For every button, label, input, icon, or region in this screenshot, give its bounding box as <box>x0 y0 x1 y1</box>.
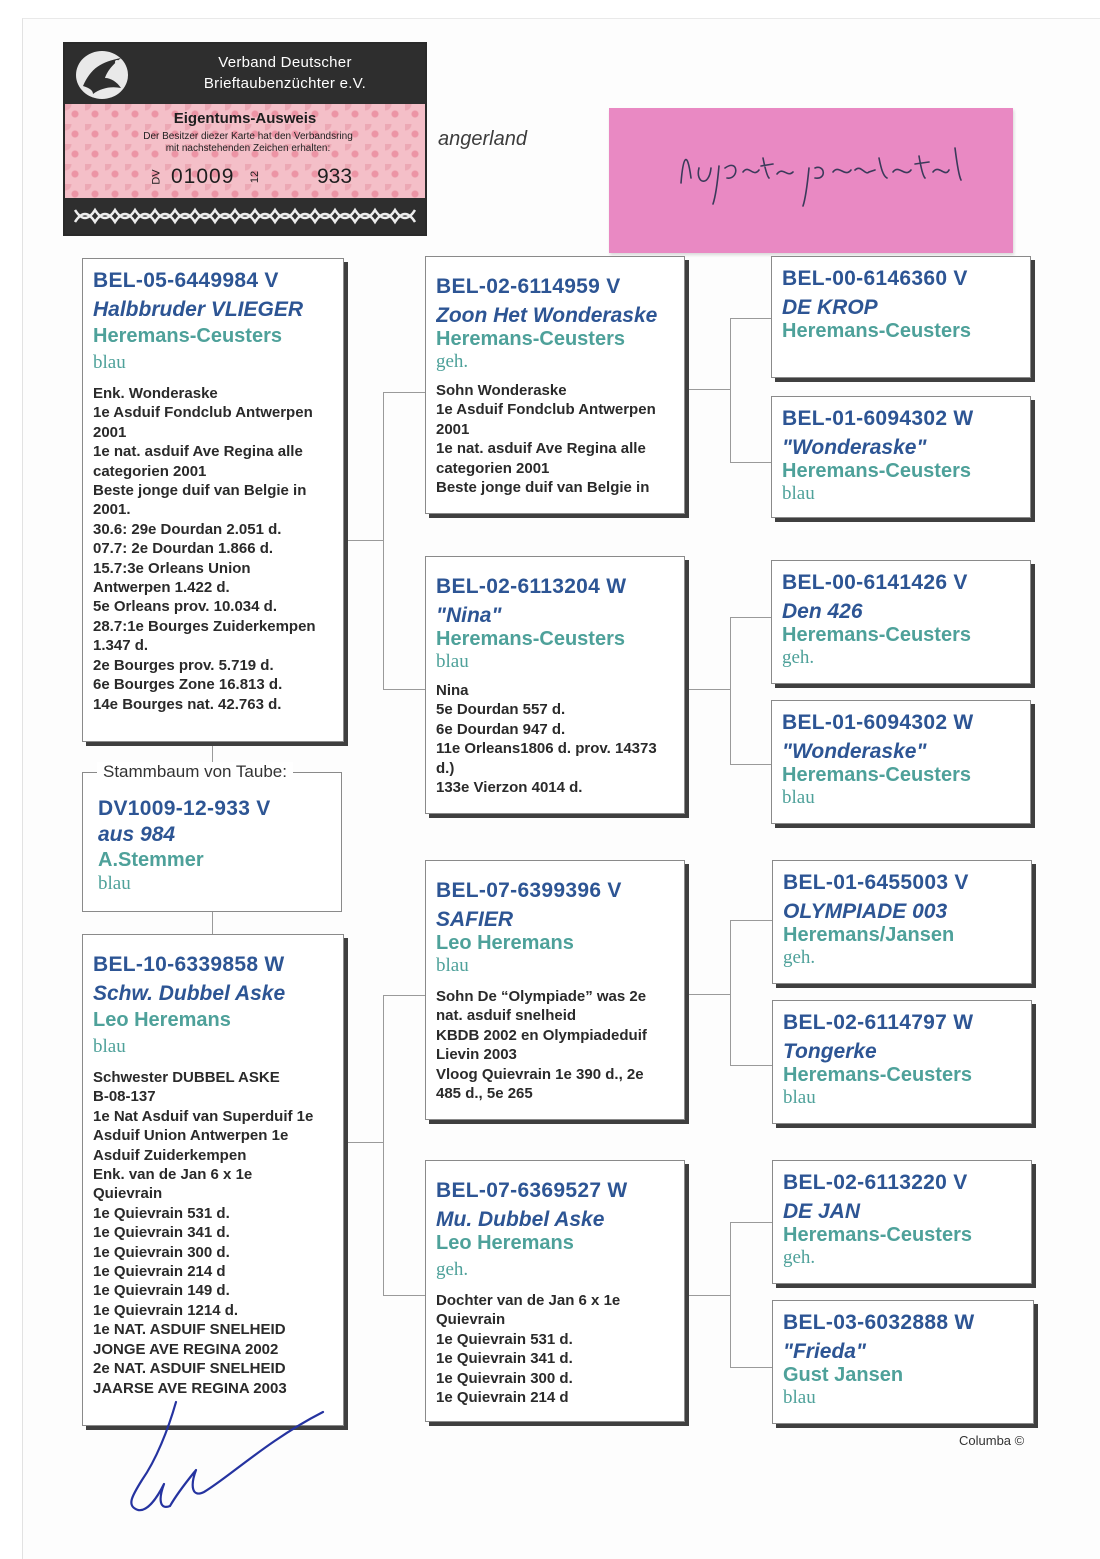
card-year: 12 <box>249 170 262 184</box>
pigeon-name: "Wonderaske" <box>782 740 927 763</box>
connector <box>730 617 772 618</box>
note-line: 1e Quievrain 1214 d. <box>93 1301 239 1319</box>
great-grandparent-box <box>771 396 1031 518</box>
ring-number: DV1009-12-933 V <box>98 797 271 820</box>
breeder-name: Leo Heremans <box>93 1009 231 1031</box>
ring-number: BEL-00-6141426 V <box>782 571 968 594</box>
connector <box>688 994 730 995</box>
pigeon-color: geh. <box>783 1247 816 1268</box>
pigeon-name: Mu. Dubbel Aske <box>436 1208 605 1231</box>
ring-number: BEL-01-6094302 W <box>782 407 974 430</box>
ring-number: BEL-01-6094302 W <box>782 711 974 734</box>
performance-notes <box>436 987 674 1103</box>
connector <box>383 995 384 1295</box>
note-line: 30.6: 29e Dourdan 2.051 d. <box>93 520 282 538</box>
connector <box>383 392 384 689</box>
ring-number: BEL-07-6369527 W <box>436 1179 628 1202</box>
note-line: Dochter van de Jan 6 x 1e <box>436 1292 621 1309</box>
great-grandparent-box <box>771 256 1031 378</box>
note-line: 6e Dourdan 947 d. <box>436 720 566 738</box>
card-org-line2: Brieftaubenzüchter e.V. <box>203 75 367 92</box>
note-line: 2001 <box>436 420 470 438</box>
note-line: Schwester DUBBEL ASKE <box>93 1069 280 1086</box>
connector <box>383 995 425 996</box>
pigeon-name: Tongerke <box>783 1040 877 1063</box>
ring-number: BEL-01-6455003 V <box>783 871 969 894</box>
grandfather-paternal-box <box>425 256 685 514</box>
card-title: Eigentums-Ausweis <box>173 110 317 127</box>
great-grandparent-box <box>772 1300 1034 1424</box>
note-line: Enk. Wonderaske <box>93 385 218 402</box>
note-line: 1.347 d. <box>93 637 149 655</box>
great-grandparent-box <box>771 560 1031 684</box>
note-line: 14e Bourges nat. 42.763 d. <box>93 695 282 713</box>
performance-notes <box>93 1068 333 1398</box>
breeder-name: A.Stemmer <box>98 849 204 871</box>
card-ring-number <box>149 163 419 191</box>
copyright-footer: Columba © <box>959 1433 1025 1448</box>
great-grandparent-box <box>772 1160 1032 1284</box>
performance-notes <box>436 381 674 497</box>
note-line: d.) <box>436 759 455 777</box>
connector <box>730 764 772 765</box>
connector <box>688 1295 730 1296</box>
connector <box>345 1142 384 1143</box>
pigeon-color: blau <box>436 955 469 976</box>
note-line: Quievrain <box>436 1311 506 1329</box>
pigeon-color: blau <box>783 1087 816 1108</box>
pigeon-name: DE JAN <box>783 1200 861 1223</box>
note-line: 1e Nat Asduif van Superduif 1e <box>93 1107 314 1125</box>
connector <box>383 392 425 393</box>
note-line: 1e Quievrain 341 d. <box>436 1350 573 1368</box>
pigeon-name: Halbbruder VLIEGER <box>93 298 304 321</box>
connector <box>730 318 772 319</box>
note-line: 5e Orleans prov. 10.034 d. <box>93 598 277 616</box>
pigeon-name: Schw. Dubbel Aske <box>93 982 286 1005</box>
ornament-pattern-icon <box>69 202 425 230</box>
connector <box>730 920 731 1065</box>
note-line: 1e Quievrain 531 d. <box>436 1330 573 1348</box>
great-grandparent-box <box>771 700 1031 824</box>
connector <box>730 1222 731 1367</box>
note-line: Vloog Quievrain 1e 390 d., 2e <box>436 1065 644 1083</box>
great-grandparent-box <box>772 1000 1032 1124</box>
performance-notes <box>436 681 674 797</box>
card-org-line1: Verband Deutscher <box>218 54 352 71</box>
connector <box>383 689 425 690</box>
note-line: 1e Quievrain 300 d. <box>93 1243 230 1261</box>
note-line: 2001. <box>93 501 131 519</box>
connector <box>730 1367 772 1368</box>
subject-box <box>82 772 342 912</box>
ring-number: BEL-07-6399396 V <box>436 879 622 902</box>
note-line: 07.7: 2e Dourdan 1.866 d. <box>93 540 274 558</box>
note-line: 1e Quievrain 531 d. <box>93 1204 230 1222</box>
breeder-name: Heremans-Ceusters <box>783 1064 972 1086</box>
note-line: 11e Orleans1806 d. prov. 14373 <box>436 740 657 758</box>
region-title: angerland <box>438 128 527 150</box>
handwritten-note <box>669 128 969 208</box>
note-line: KBDB 2002 en Olympiadeduif <box>436 1026 647 1044</box>
father-box <box>82 258 344 742</box>
pigeon-name: "Nina" <box>436 604 502 627</box>
breeder-name: Heremans-Ceusters <box>93 325 282 347</box>
note-line: JONGE AVE REGINA 2002 <box>93 1340 279 1358</box>
grandmother-maternal-box <box>425 1160 685 1422</box>
note-line: Asduif Zuiderkempen <box>93 1146 247 1164</box>
note-line: Beste jonge duif van Belgie in <box>436 479 650 497</box>
note-line: 485 d., 5e 265 <box>436 1085 533 1103</box>
connector <box>212 912 213 934</box>
pigeon-name: "Wonderaske" <box>782 436 927 459</box>
breeder-name: Heremans-Ceusters <box>782 764 971 786</box>
connector <box>383 1295 425 1296</box>
pigeon-color: blau <box>93 352 126 373</box>
breeder-name: Leo Heremans <box>436 1232 574 1254</box>
stammbaum-label: Stammbaum von Taube: <box>97 762 293 782</box>
note-line: 1e Quievrain 214 d <box>436 1389 569 1407</box>
note-line: 2e NAT. ASDUIF SNELHEID <box>93 1360 286 1378</box>
note-line: Nina <box>436 682 469 699</box>
mother-box <box>82 934 344 1426</box>
note-line: Beste jonge duif van Belgie in <box>93 482 307 500</box>
note-line: categorien 2001 <box>93 462 207 480</box>
note-line: Lievin 2003 <box>436 1046 517 1064</box>
ring-number: BEL-02-6114959 V <box>436 275 621 298</box>
note-line: 1e Asduif Fondclub Antwerpen <box>436 401 656 419</box>
note-line: Quievrain <box>93 1185 163 1203</box>
note-line: JAARSE AVE REGINA 2003 <box>93 1379 287 1397</box>
ring-number: BEL-10-6339858 W <box>93 953 285 976</box>
note-line: 15.7:3e Orleans Union <box>93 559 251 577</box>
note-line: Antwerpen 1.422 d. <box>93 579 230 597</box>
ring-number: BEL-02-6113204 W <box>436 575 627 598</box>
grandmother-paternal-box <box>425 556 685 814</box>
connector <box>730 462 772 463</box>
note-line: 6e Bourges Zone 16.813 d. <box>93 676 283 694</box>
note-line: 2e Bourges prov. 5.719 d. <box>93 656 274 674</box>
note-line: 133e Vierzon 4014 d. <box>436 779 583 797</box>
note-line: 2001 <box>93 423 127 441</box>
pigeon-color: geh. <box>783 947 816 968</box>
pigeon-name: Zoon Het Wonderaske <box>436 304 658 327</box>
note-line: 1e Quievrain 214 d <box>93 1263 226 1281</box>
note-line: B-08-137 <box>93 1088 156 1106</box>
pigeon-name: "Frieda" <box>783 1340 866 1363</box>
pigeon-color: blau <box>783 1387 816 1408</box>
breeder-name: Heremans-Ceusters <box>782 624 971 646</box>
note-line: Enk. van de Jan 6 x 1e <box>93 1166 253 1184</box>
pigeon-color: blau <box>782 483 815 504</box>
ring-number: BEL-02-6114797 W <box>783 1011 974 1034</box>
breeder-name: Heremans-Ceusters <box>782 320 971 342</box>
connector <box>730 617 731 764</box>
breeder-name: Heremans/Jansen <box>783 924 955 946</box>
pigeon-name: Den 426 <box>782 600 863 623</box>
note-line: Asduif Union Antwerpen 1e <box>93 1127 289 1145</box>
note-line: 28.7:1e Bourges Zuiderkempen <box>93 617 316 635</box>
card-header-band <box>65 44 425 104</box>
note-line: 1e nat. asduif Ave Regina alle <box>436 440 646 458</box>
pigeon-color: geh. <box>782 647 815 668</box>
pigeon-name: SAFIER <box>436 908 514 931</box>
connector <box>730 1222 772 1223</box>
card-text-line2: mit nachstehenden Zeichen erhalten: <box>165 143 331 154</box>
pigeon-color: geh. <box>436 1259 469 1280</box>
breeder-name: Heremans-Ceusters <box>783 1224 972 1246</box>
note-line: nat. asduif snelheid <box>436 1007 577 1025</box>
breeder-name: Heremans-Ceusters <box>782 460 971 482</box>
connector <box>688 689 730 690</box>
note-line: 1e Asduif Fondclub Antwerpen <box>93 404 313 422</box>
dove-logo-icon <box>71 48 133 102</box>
pigeon-name: DE KROP <box>782 296 878 319</box>
breeder-name: Leo Heremans <box>436 932 574 954</box>
note-line: Sohn De “Olympiade” was 2e <box>436 988 647 1005</box>
note-line: 1e Quievrain 149 d. <box>93 1282 230 1300</box>
card-number: 01009 <box>171 165 235 188</box>
breeder-name: Heremans-Ceusters <box>436 328 625 350</box>
connector <box>345 540 384 541</box>
connector <box>730 318 731 462</box>
great-grandparent-box <box>772 860 1032 984</box>
note-line: 1e NAT. ASDUIF SNELHEID <box>93 1321 286 1339</box>
note-line: categorien 2001 <box>436 459 550 477</box>
note-line: 1e nat. asduif Ave Regina alle <box>93 443 303 461</box>
pigeon-color: blau <box>93 1036 126 1057</box>
pink-sticky-note <box>609 108 1013 253</box>
note-line: 1e Quievrain 341 d. <box>93 1224 230 1242</box>
performance-notes <box>93 384 333 714</box>
card-prefix: DV <box>150 169 163 185</box>
pigeon-color: geh. <box>436 351 469 372</box>
card-footer-band <box>65 198 425 234</box>
pigeon-color: blau <box>782 787 815 808</box>
pigeon-name: OLYMPIADE 003 <box>783 900 948 923</box>
pigeon-color: blau <box>98 873 131 894</box>
ring-number: BEL-02-6113220 V <box>783 1171 968 1194</box>
breeder-name: Heremans-Ceusters <box>436 628 625 650</box>
handwritten-signature <box>118 1400 338 1520</box>
pigeon-name: aus 984 <box>98 823 176 846</box>
ownership-card <box>63 42 427 236</box>
note-line: 5e Dourdan 557 d. <box>436 701 566 719</box>
card-text-line1: Der Besitzer diezer Karte hat den Verbandsring <box>143 131 353 142</box>
grandfather-maternal-box <box>425 860 685 1120</box>
ring-number: BEL-00-6146360 V <box>782 267 968 290</box>
ring-number: BEL-03-6032888 W <box>783 1311 975 1334</box>
connector <box>688 389 730 390</box>
note-line: Sohn Wonderaske <box>436 382 567 399</box>
connector <box>730 920 772 921</box>
note-line: 1e Quievrain 300 d. <box>436 1369 573 1387</box>
breeder-name: Gust Jansen <box>783 1364 904 1386</box>
card-text <box>113 131 383 155</box>
pigeon-color: blau <box>436 651 469 672</box>
card-sequence: 933 <box>317 165 353 188</box>
performance-notes <box>436 1291 674 1407</box>
ring-number: BEL-05-6449984 V <box>93 269 279 292</box>
connector <box>730 1065 772 1066</box>
